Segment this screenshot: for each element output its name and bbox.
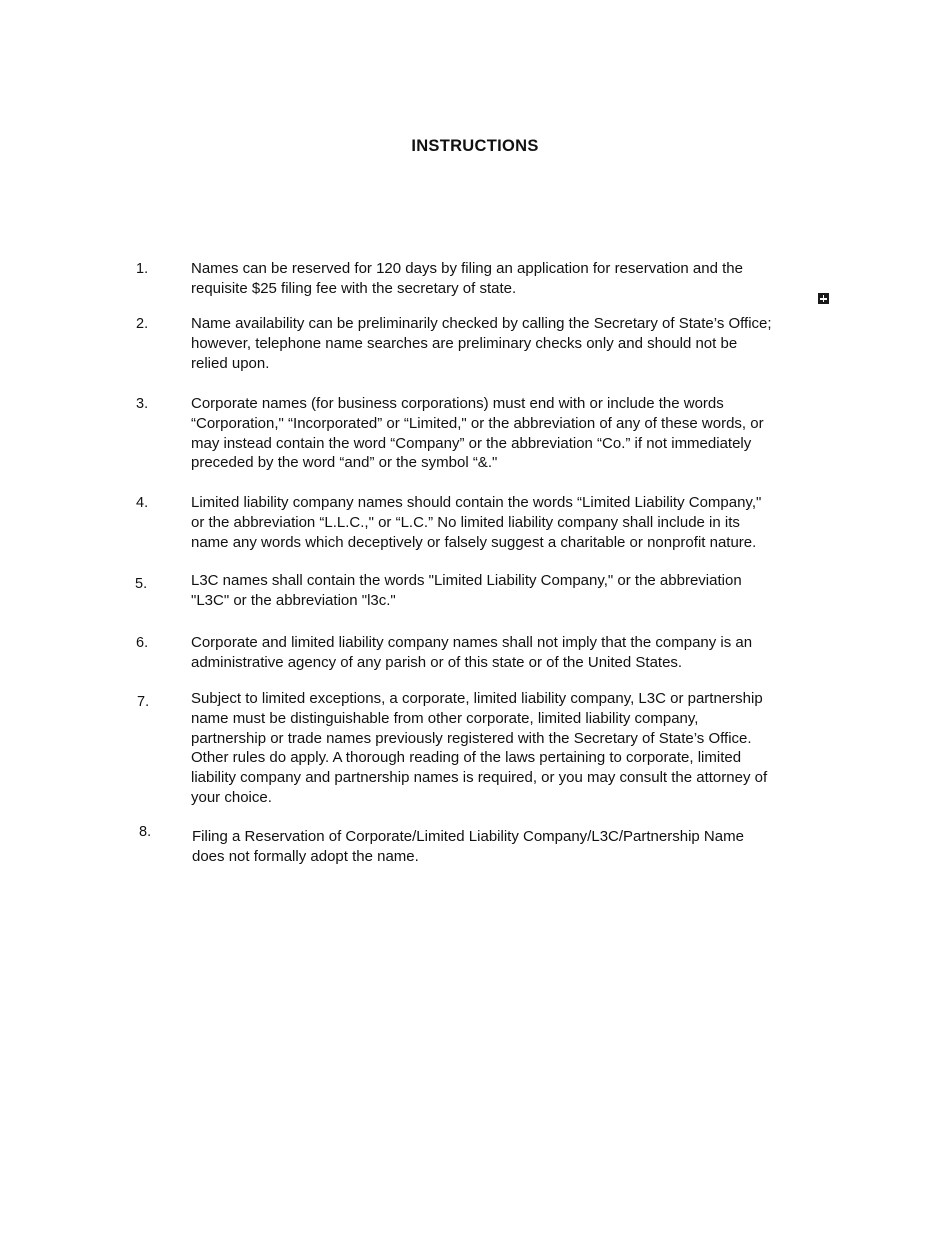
- item-text: [191, 633, 841, 673]
- item-number: 2.: [136, 316, 149, 332]
- item-line: Filing a Reservation of Corporate/Limited Liability Company/L3C/Partnership Name: [192, 828, 744, 845]
- item-line: does not formally adopt the name.: [192, 847, 419, 865]
- item-line: Limited liability company names should contain the words “Limited Liability Company,": [191, 494, 762, 511]
- item-text: [191, 689, 841, 808]
- item-line: Other rules do apply. A thorough reading of the laws pertaining to corporate, limited: [191, 749, 742, 767]
- item-line: Names can be reserved for 120 days by filing an application for reservation and the: [191, 260, 743, 277]
- item-line: Subject to limited exceptions, a corporate, limited liability company, L3C or partnership: [191, 690, 763, 707]
- item-text: [192, 827, 842, 867]
- page-title: INSTRUCTIONS: [411, 137, 539, 155]
- item-line: relied upon.: [191, 354, 270, 372]
- item-line: "L3C" or the abbreviation "l3c.": [191, 591, 396, 609]
- item-text: [191, 259, 841, 299]
- item-number: 7.: [137, 694, 150, 710]
- item-line: partnership or trade names previously registered with the Secretary of State’s Office.: [191, 729, 752, 747]
- item-text: [191, 314, 841, 373]
- item-number: 5.: [135, 576, 148, 592]
- item-text: [191, 493, 841, 552]
- item-number: 1.: [136, 261, 149, 277]
- item-number: 6.: [136, 635, 149, 651]
- item-line: liability company and partnership names is required, or you may consult the attorney of: [191, 769, 768, 787]
- item-line: Name availability can be preliminarily checked by calling the Secretary of State’s Office;: [191, 315, 772, 332]
- item-line: your choice.: [191, 788, 272, 806]
- item-line: requisite $25 filing fee with the secretary of state.: [191, 279, 517, 297]
- item-text: [191, 571, 841, 611]
- item-line: preceded by the word “and” or the symbol “&.": [191, 454, 498, 472]
- item-line: Corporate and limited liability company names shall not imply that the company is an: [191, 634, 753, 651]
- item-line: Corporate names (for business corporations) must end with or include the words: [191, 395, 724, 412]
- item-line: administrative agency of any parish or of this state or of the United States.: [191, 653, 683, 671]
- item-text: [191, 394, 841, 473]
- item-line: name any words which deceptively or falsely suggest a charitable or nonprofit nature.: [191, 533, 757, 551]
- item-number: 4.: [136, 495, 149, 511]
- item-line: “Corporation," “Incorporated” or “Limited," or the abbreviation of any of these words, or: [191, 414, 764, 432]
- item-line: or the abbreviation “L.L.C.," or “L.C.” No limited liability company shall include in its: [191, 513, 740, 531]
- item-line: however, telephone name searches are preliminary checks only and should not be: [191, 334, 738, 352]
- item-number: 8.: [139, 824, 152, 840]
- item-number: 3.: [136, 396, 149, 412]
- item-line: L3C names shall contain the words "Limited Liability Company," or the abbreviation: [191, 572, 742, 589]
- item-line: may instead contain the word “Company” or the abbreviation “Co.” if not immediately: [191, 434, 752, 452]
- item-line: name must be distinguishable from other corporate, limited liability company,: [191, 709, 699, 727]
